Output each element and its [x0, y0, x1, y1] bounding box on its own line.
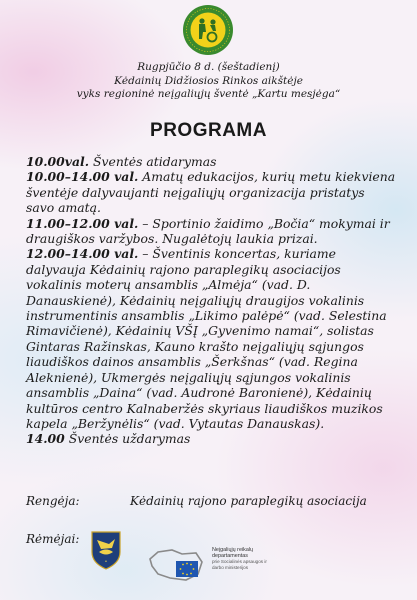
program-item-time: 10.00–14.00 val.: [26, 169, 139, 185]
program-title: PROGRAMA: [150, 120, 267, 141]
program-list: [26, 154, 396, 447]
sponsor-foundation-desc: prie Socialinės apsaugos ir darbo ministerijos: [212, 559, 267, 570]
intro-location: Kėdainių Didžiosios Rinkos aikštėje: [114, 74, 303, 87]
program-item: [26, 169, 396, 215]
organizer-label: Rengėja:: [26, 494, 80, 508]
program-item-text: Šventės atidarymas: [89, 154, 217, 169]
program-item: [26, 216, 396, 247]
program-item-time: 14.00: [26, 431, 65, 447]
event-intro: [0, 61, 417, 102]
intro-event: vyks regioninė neįgaliųjų šventė „Kartu mesjėga“: [76, 88, 341, 100]
program-item-text: – Šventinis koncertas, kuriame dalyvauja Kėdainių rajono paraplegikų asociacijos vokalinis moterų ansamblis „Almėja“ (vad. D. Danauskienė), Kėdainių neįgaliųjų draugijos vokalinis instrumentinis ansamblis „Likimo palėpė“ (vad. Selestina Rimavičienė), Kėdainių VŠĮ „Gyvenimo namai“, solistas Gintaras Ražinskas, Kauno krašto neįgaliųjų sąjungos liaudiškos dainos ansamblis „Šerkšnas“ (vad. Regina Aleknienė), Ukmergės neįgaliųjų sąjungos vokalinis ansamblis „Daina“ (vad. Audronė Baronienė), Kėdainių kultūros centro Kalnaberžės skyriaus liaudiškos muzikos kapela „Beržynėlis“ (vad. Vytautas Danauskas).: [26, 246, 387, 431]
program-item-text: Amatų edukacijos, kurių metu kiekviena šventėje dalyvaujanti neįgaliųjų organizacija pristatys savo amatą.: [26, 169, 396, 216]
program-item: [26, 431, 396, 446]
intro-date: Rugpjūčio 8 d. (šeštadienį): [137, 61, 280, 73]
association-logo: [182, 4, 234, 56]
lithuania-eu-map-logo: [146, 545, 206, 585]
program-item-time: 10.00val.: [26, 154, 90, 169]
program-item-text: – Sportinio žaidimo „Bočia“ mokymai ir draugiškos varžybos. Nugalėtojų laukia prizai.: [26, 215, 390, 247]
program-item-time: 11.00–12.00 val.: [26, 215, 139, 231]
organizer-row: [26, 494, 367, 508]
program-item: [26, 246, 396, 431]
program-item-time: 12.00–14.00 val.: [26, 246, 139, 262]
program-item: [26, 154, 396, 169]
sponsors-label: Rėmėjai:: [26, 532, 80, 546]
svg-text:•: •: [104, 559, 108, 565]
kedainiai-coat-of-arms-icon: [90, 530, 122, 570]
organizer-name: Kėdainių rajono paraplegikų asociacija: [130, 494, 367, 508]
sponsor-foundation-text: [212, 547, 272, 571]
sponsor-foundation-title: Neįgaliųjų reikalų departamentas: [212, 547, 254, 559]
program-item-text: Šventės uždarymas: [64, 431, 191, 447]
